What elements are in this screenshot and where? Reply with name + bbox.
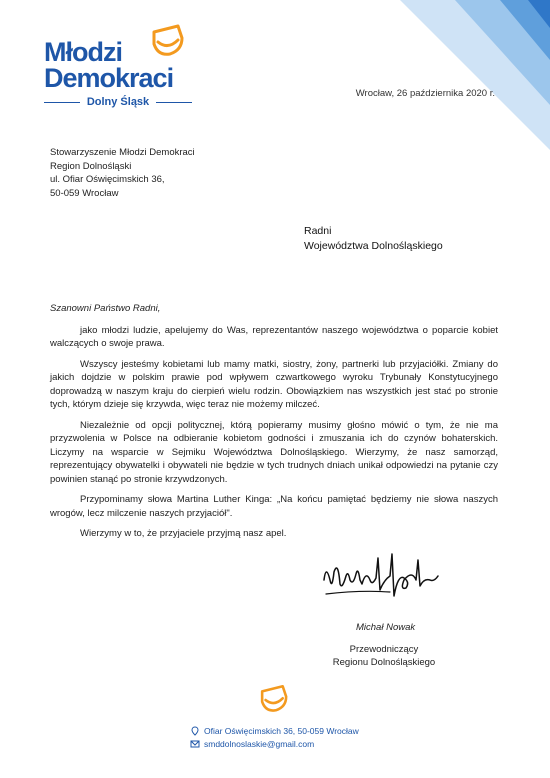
sender-line: 50-059 Wrocław bbox=[50, 187, 119, 199]
sender-line: ul. Ofiar Oświęcimskich 36, bbox=[50, 174, 165, 185]
recipient-line: Radni bbox=[304, 225, 332, 237]
handwritten-signature bbox=[320, 550, 444, 612]
body-paragraph: Przypominamy słowa Martina Luther Kinga: „Na końcu pamiętać będziemy nie słowa naszych wrogów, lecz milczenie naszych przyjaciół". bbox=[50, 494, 498, 519]
sender-address bbox=[50, 146, 195, 200]
body-paragraph: Niezależnie od opcji politycznej, którą popieramy musimy głośno mówić o tym, że nie ma przyzwolenia w Polsce na odbieranie kobietom godności i zmuszania ich do czynów bohaterskich. Liczymy na wsparcie w Sejmiku Województwa Dolnośląskiego. Wierzymy, że nasz samorząd, reprezentujący obywatelki i obywateli nie będzie w tych trudnych dniach unikał odpowiedzi na pytanie czy powinien stanąć po stronie krzywdzonych. bbox=[50, 419, 498, 485]
letter-date: Wrocław, 26 października 2020 r. bbox=[355, 88, 495, 99]
footer-email bbox=[190, 739, 314, 749]
footer-address bbox=[190, 726, 359, 736]
logo bbox=[44, 24, 204, 108]
recipient-address bbox=[304, 224, 443, 254]
orange-ballot-smile-icon bbox=[148, 24, 190, 60]
sender-line: Region Dolnośląski bbox=[50, 160, 132, 172]
role-line: Przewodniczący bbox=[349, 644, 419, 655]
location-pin-icon bbox=[190, 726, 200, 736]
body-paragraph: Wszyscy jesteśmy kobietami lub mamy matki, siostry, żony, partnerki lub przyjaciółki. Zmiany do jakich dojdzie w polskim prawie pod wpływem czwartkowego wyroku Trybunały Konstytucyjnego doprowadzą w naszym kraju do cierpień wielu rodzin. Obowiązkiem nas wszystkich jest stać po stronie tych, którym dzieje się krzywda, więc teraz nie możemy milczeć. bbox=[50, 358, 498, 410]
signatory-name: Michał Nowak bbox=[356, 622, 416, 633]
salutation: Szanowni Państwo Radni, bbox=[50, 303, 161, 314]
logo-subtitle: Dolny Śląsk bbox=[86, 96, 150, 108]
sender-line: Stowarzyszenie Młodzi Demokraci bbox=[50, 147, 195, 158]
logo-text-line2: Demokraci bbox=[44, 63, 174, 93]
body-paragraph: jako młodzi ludzie, apelujemy do Was, reprezentantów naszego województwa o poparcie kobiet walczących o swoje prawa. bbox=[50, 324, 498, 349]
envelope-icon bbox=[190, 739, 200, 749]
orange-ballot-smile-icon bbox=[257, 684, 293, 716]
body-paragraph: Wierzymy w to, że przyjaciele przyjmą nasz apel. bbox=[80, 528, 287, 539]
letter-body bbox=[50, 302, 498, 548]
recipient-line: Województwa Dolnośląskiego bbox=[304, 240, 443, 252]
signatory-role bbox=[322, 644, 446, 669]
logo-text-line1: Młodzi bbox=[44, 37, 122, 67]
footer-email-link[interactable]: smddolnoslaskie@gmail.com bbox=[204, 739, 315, 749]
role-line: Regionu Dolnośląskiego bbox=[332, 656, 436, 668]
footer-address-text: Ofiar Oświęcimskich 36, 50-059 Wrocław bbox=[204, 726, 359, 736]
corner-decoration bbox=[360, 0, 550, 150]
